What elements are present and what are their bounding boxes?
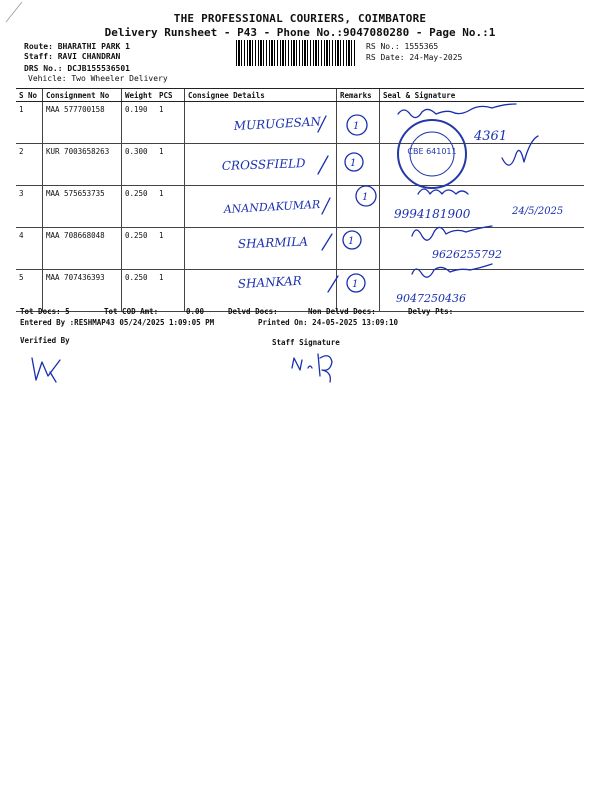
cell-pcs: 1	[156, 102, 185, 144]
delvd-docs: Delvd Docs:	[228, 307, 278, 316]
tot-docs: Tot Docs: 5	[20, 307, 70, 316]
rs-no-label: RS No.: 1555365	[366, 42, 439, 51]
cell-weight: 0.300	[122, 144, 157, 186]
verified-by-label: Verified By	[20, 336, 70, 345]
cell-pcs: 1	[156, 270, 185, 312]
cell-weight: 0.190	[122, 102, 157, 144]
col-consignee: Consignee Details	[185, 89, 337, 102]
signature-scribble	[502, 136, 538, 165]
signature-scribble	[412, 226, 492, 240]
cell-consignment: MAA 708668048	[43, 228, 122, 270]
tot-cod-label: Tot COD Amt:	[104, 307, 159, 316]
signature-scribble	[418, 189, 468, 194]
col-consignment: Consignment No	[43, 89, 122, 102]
cell-weight: 0.250	[122, 228, 157, 270]
cell-sno: 1	[16, 102, 43, 144]
entered-by: Entered By :RESHMAP43 05/24/2025 1:09:05 PM	[20, 318, 215, 327]
seal-center-text: CBE 641011	[407, 147, 457, 156]
cell-consignment: MAA 707436393	[43, 270, 122, 312]
handwritten-name: ANANDAKUMAR	[223, 197, 321, 216]
cell-sno: 4	[16, 228, 43, 270]
vehicle-label: Vehicle: Two Wheeler Delivery	[28, 74, 168, 83]
non-delvd-docs: Non Delvd Docs:	[308, 307, 376, 316]
remark-mark: 1	[352, 279, 359, 290]
cell-consignment: MAA 577700158	[43, 102, 122, 144]
signature-scribble	[412, 264, 492, 277]
printed-on: Printed On: 24-05-2025 13:09:10	[258, 318, 398, 327]
handwritten-date: 24/5/2025	[512, 206, 564, 217]
handwritten-name: MURUGESAN	[233, 114, 322, 133]
drs-label: DRS No.: DCJB155536501	[24, 64, 130, 73]
cell-consignment: KUR 7003658263	[43, 144, 122, 186]
staff-signature-label: Staff Signature	[272, 338, 340, 347]
remark-mark: 1	[362, 192, 369, 203]
tick-mark	[328, 276, 338, 292]
handwritten-phone: 9047250436	[396, 292, 466, 305]
signature-scribble	[398, 104, 516, 118]
col-pcs: PCS	[156, 89, 185, 102]
cell-sno: 2	[16, 144, 43, 186]
remark-mark: 1	[348, 236, 355, 247]
cell-pcs: 1	[156, 144, 185, 186]
handwritten-name: CROSSFIELD	[221, 156, 306, 173]
delvy-pts: Delvy Pts:	[408, 307, 454, 316]
col-weight: Weight	[122, 89, 157, 102]
cell-pcs: 1	[156, 186, 185, 228]
col-sno: S No	[16, 89, 43, 102]
handwritten-phone: 9626255792	[432, 248, 502, 261]
rs-date-label: RS Date: 24-May-2025	[366, 53, 463, 62]
staff-label: Staff: RAVI CHANDRAN	[24, 52, 121, 61]
cell-sno: 5	[16, 270, 43, 312]
col-seal: Seal & Signature	[380, 89, 585, 102]
tick-mark	[322, 198, 330, 214]
runsheet-title: Delivery Runsheet - P43 - Phone No.:9047080280 - Page No.:1	[104, 26, 496, 39]
handwritten-phone: 4361	[474, 129, 508, 144]
company-seal	[398, 120, 466, 188]
cell-sno: 3	[16, 186, 43, 228]
tot-cod-value: 0.00	[186, 307, 205, 316]
cell-pcs: 1	[156, 228, 185, 270]
handwritten-name: SHANKAR	[237, 273, 303, 291]
verified-signature	[20, 348, 80, 388]
remark-mark: 1	[350, 158, 357, 169]
company-title: THE PROFESSIONAL COURIERS, COIMBATORE	[173, 12, 427, 25]
staff-signature	[284, 348, 354, 388]
route-label: Route: BHARATHI PARK 1	[24, 42, 130, 51]
cell-consignment: MAA 575653735	[43, 186, 122, 228]
remark-mark: 1	[353, 121, 360, 132]
tick-mark	[318, 156, 328, 174]
handwritten-phone: 9994181900	[394, 207, 471, 221]
handwritten-name: SHARMILA	[237, 234, 309, 251]
col-remarks: Remarks	[337, 89, 380, 102]
tick-mark	[322, 234, 332, 250]
cell-weight: 0.250	[122, 270, 157, 312]
cell-weight: 0.250	[122, 186, 157, 228]
